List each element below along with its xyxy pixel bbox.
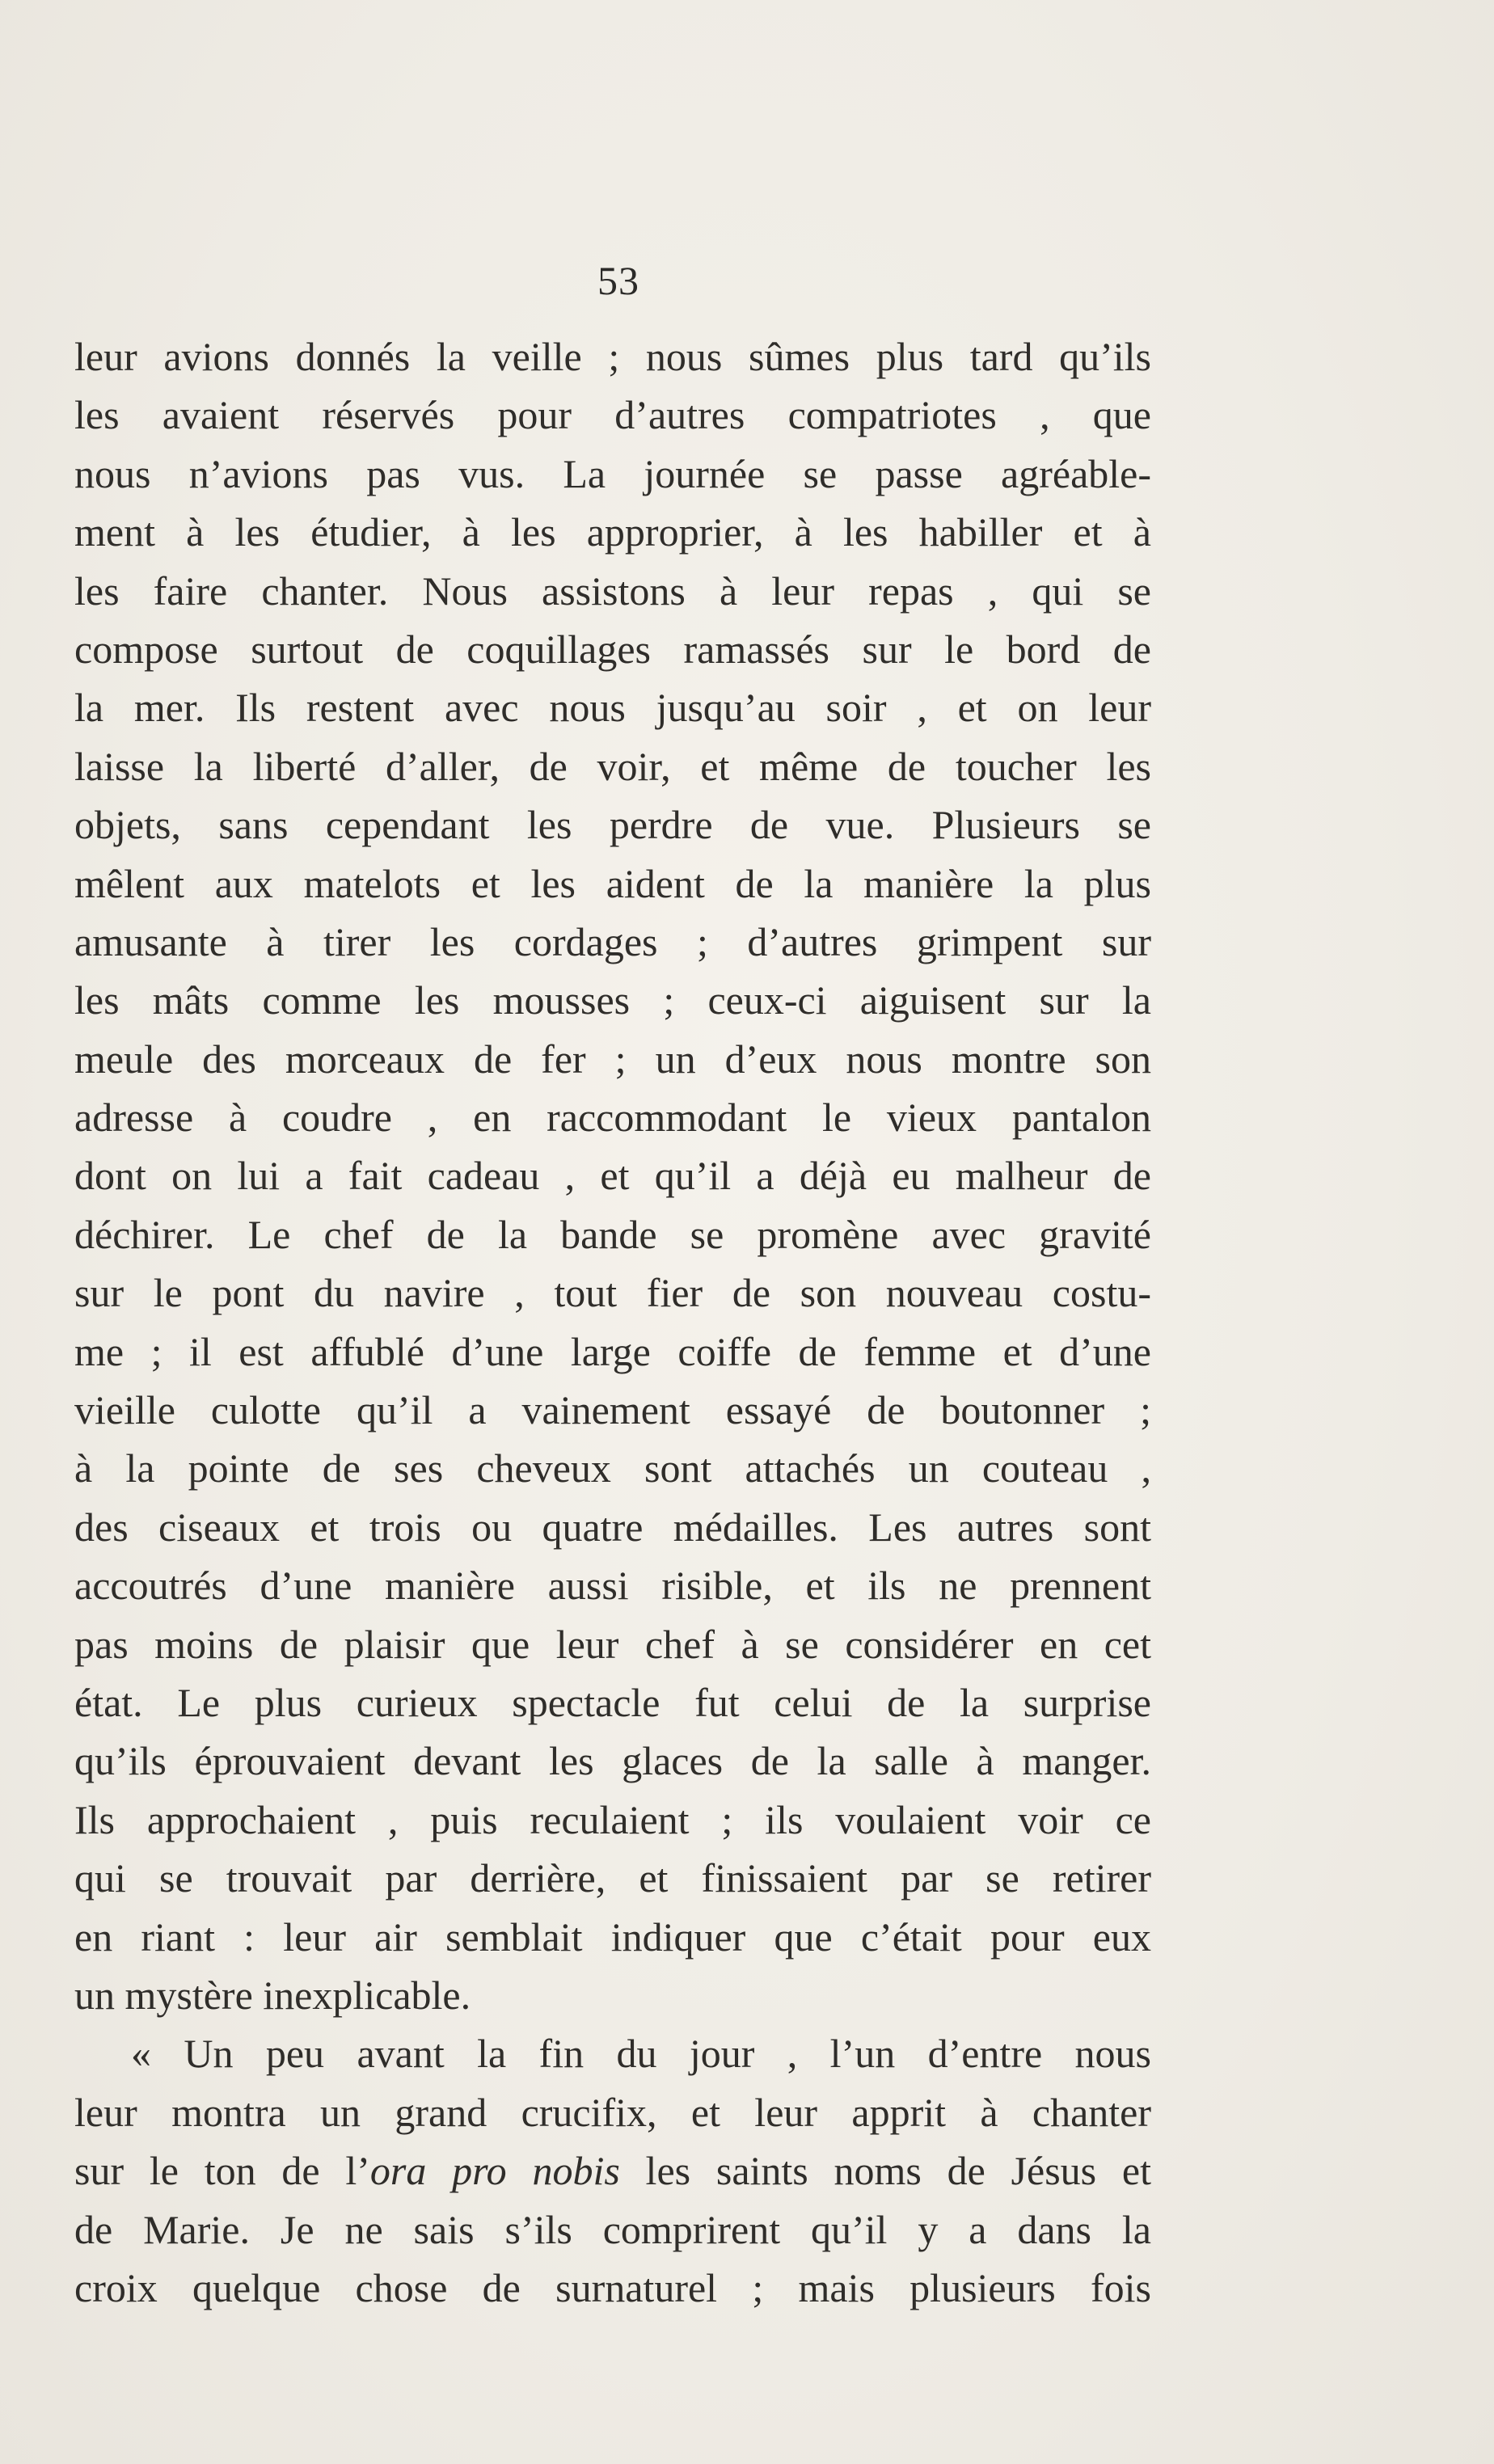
text-line: qui se trouvait par derrière, et finissaient par se retirer — [74, 1855, 1151, 1901]
text-line: qu’ils éprouvaient devant les glaces de la salle à manger. — [74, 1738, 1151, 1784]
text-line: mêlent aux matelots et les aident de la manière la plus — [74, 860, 1151, 906]
text-line: de Marie. Je ne sais s’ils comprirent qu’il y a dans la — [74, 2206, 1151, 2252]
text-line: laisse la liberté d’aller, de voir, et même de toucher les — [74, 743, 1151, 789]
text-line: adresse à coudre , en raccommodant le vieux pantalon — [74, 1095, 1151, 1141]
text-line: déchirer. Le chef de la bande se promène avec gravité — [74, 1211, 1151, 1257]
text-line: Ils approchaient , puis reculaient ; ils voulaient voir ce — [74, 1796, 1151, 1842]
text-line: ment à les étudier, à les approprier, à les habiller et à — [74, 509, 1151, 555]
text-line: accoutrés d’une manière aussi risible, et ils ne prennent — [74, 1563, 1151, 1609]
text-line: croix quelque chose de surnaturel ; mais plusieurs fois — [74, 2264, 1151, 2310]
paragraph-end-line: un mystère inexplicable. — [74, 1972, 471, 2018]
italic-phrase: ora pro nobis — [369, 2148, 620, 2194]
text-line: nous n’avions pas vus. La journée se passe agréable- — [74, 450, 1151, 496]
text-line: pas moins de plaisir que leur chef à se considérer en cet — [74, 1621, 1151, 1667]
text-line: en riant : leur air semblait indiquer que c’était pour eux — [74, 1913, 1151, 1960]
text-line: les mâts comme les mousses ; ceux-ci aiguisent sur la — [74, 977, 1151, 1023]
text-line: meule des morceaux de fer ; un d’eux nous montre son — [74, 1036, 1151, 1082]
text-line: les avaient réservés pour d’autres compatriotes , que — [74, 392, 1151, 438]
paragraph-start-line: « Un peu avant la fin du jour , l’un d’entre nous — [131, 2031, 1151, 2077]
text-line: vieille culotte qu’il a vainement essayé de boutonner ; — [74, 1387, 1151, 1433]
text-line: sur le pont du navire , tout fier de son nouveau costu- — [74, 1270, 1151, 1316]
text-line: leur avions donnés la veille ; nous sûmes plus tard qu’ils — [74, 334, 1151, 379]
page-number: 53 — [597, 258, 639, 303]
text-segment: les saints noms de Jésus et — [619, 2148, 1151, 2194]
text-line: état. Le plus curieux spectacle fut celui de la surprise — [74, 1679, 1151, 1725]
text-line: leur montra un grand crucifix, et leur apprit à chanter — [74, 2089, 1151, 2135]
text-line: les faire chanter. Nous assistons à leur repas , qui se — [74, 567, 1151, 614]
text-line: la mer. Ils restent avec nous jusqu’au soir , et on leur — [74, 685, 1151, 731]
text-line: compose surtout de coquillages ramassés sur le bord de — [74, 626, 1151, 672]
text-line: amusante à tirer les cordages ; d’autres grimpent sur — [74, 918, 1151, 964]
text-line: à la pointe de ses cheveux sont attachés un couteau , — [74, 1445, 1151, 1491]
body-text — [74, 327, 1151, 2317]
text-line: dont on lui a fait cadeau , et qu’il a déjà eu malheur de — [74, 1153, 1151, 1199]
text-line: me ; il est affublé d’une large coiffe de femme et d’une — [74, 1328, 1151, 1374]
text-segment: sur le ton de l’ — [74, 2148, 370, 2194]
text-line: objets, sans cependant les perdre de vue. Plusieurs se — [74, 802, 1151, 848]
text-line: des ciseaux et trois ou quatre médailles. Les autres sont — [74, 1504, 1151, 1550]
text-line-with-italic — [74, 2141, 1151, 2200]
